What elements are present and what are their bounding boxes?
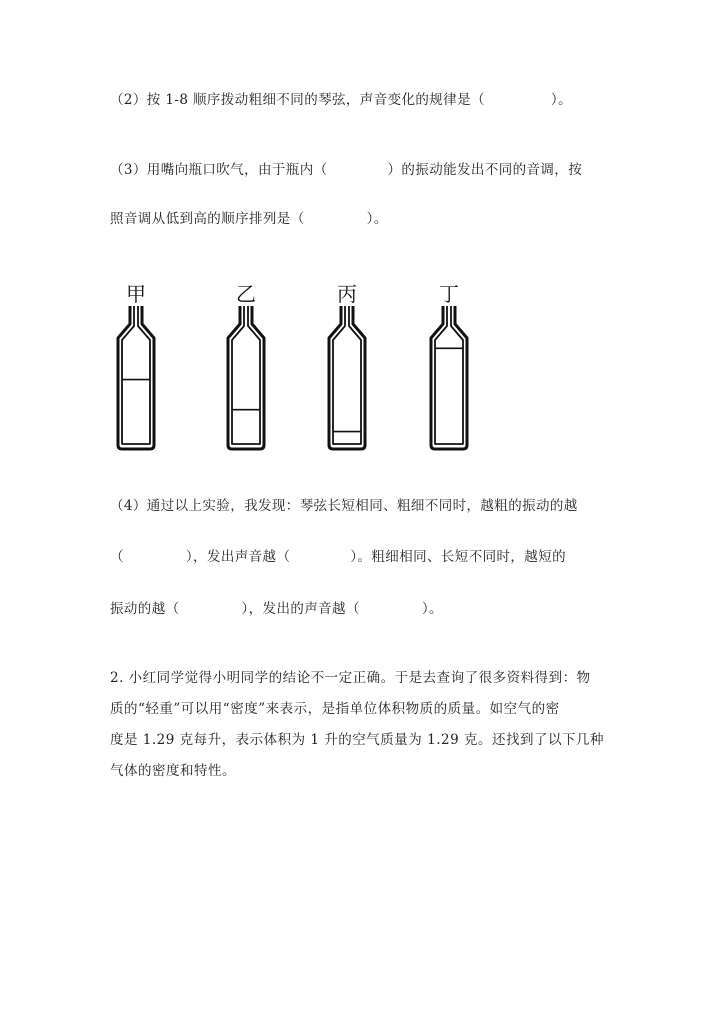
item-4-line-3 (110, 597, 443, 617)
question-2-paragraph (110, 663, 610, 787)
item-3-text-cont: ）的振动能发出不同的音调，按 (387, 162, 583, 178)
item-4-text: ），发出声音越（ (185, 549, 291, 565)
item-3-line-2 (110, 207, 388, 227)
item-4-paren: （ (110, 549, 124, 565)
bottle-outline (329, 306, 365, 449)
item-3-line-2-text: 照音调从低到高的顺序排列是（ (110, 211, 305, 227)
item-3-line-2-end: ）。 (366, 211, 388, 227)
item-3-text: （3）用嘴向瓶口吹气，由于瓶内（ (110, 162, 328, 178)
item-4-end: ）。 (421, 601, 443, 617)
question-2-line: 度是 1.29 克每升，表示体积为 1 升的空气质量为 1.29 克。还找到了以下几种 (110, 732, 604, 748)
question-2-line: 气体的密度和特性。 (110, 763, 236, 779)
item-3-line-1 (110, 158, 582, 178)
bottle-outline (228, 306, 264, 449)
bottle-outline (431, 306, 467, 449)
item-4-text: ），发出的声音越（ (241, 601, 360, 617)
item-4-line-1 (110, 494, 578, 514)
item-4-text: 振动的越（ (110, 601, 180, 617)
bottle-label: 甲 (126, 282, 146, 306)
item-4-line-2 (110, 545, 566, 565)
bottle-label: 丁 (439, 282, 459, 306)
item-4-text: ）。粗细相同、长短不同时，越短的 (350, 549, 567, 565)
bottle-label: 丙 (337, 282, 357, 306)
item-2-text: （2）按 1-8 顺序拨动粗细不同的琴弦，声音变化的规律是（ (110, 92, 485, 108)
bottle-outline (118, 306, 154, 449)
bottle-label: 乙 (236, 282, 256, 306)
question-2-line: 2. 小红同学觉得小明同学的结论不一定正确。于是去查询了很多资料得到：物 (110, 670, 591, 686)
bottles-drawing (100, 278, 500, 453)
item-4-text: （4）通过以上实验，我发现：琴弦长短相同、粗细不同时，越粗的振动的越 (110, 498, 578, 514)
bottle-figure (100, 278, 500, 453)
question-2-line: 质的“轻重”可以用“密度”来表示，是指单位体积物质的质量。如空气的密 (110, 701, 560, 717)
item-2-line (110, 88, 572, 108)
item-2-end: ）。 (550, 92, 572, 108)
